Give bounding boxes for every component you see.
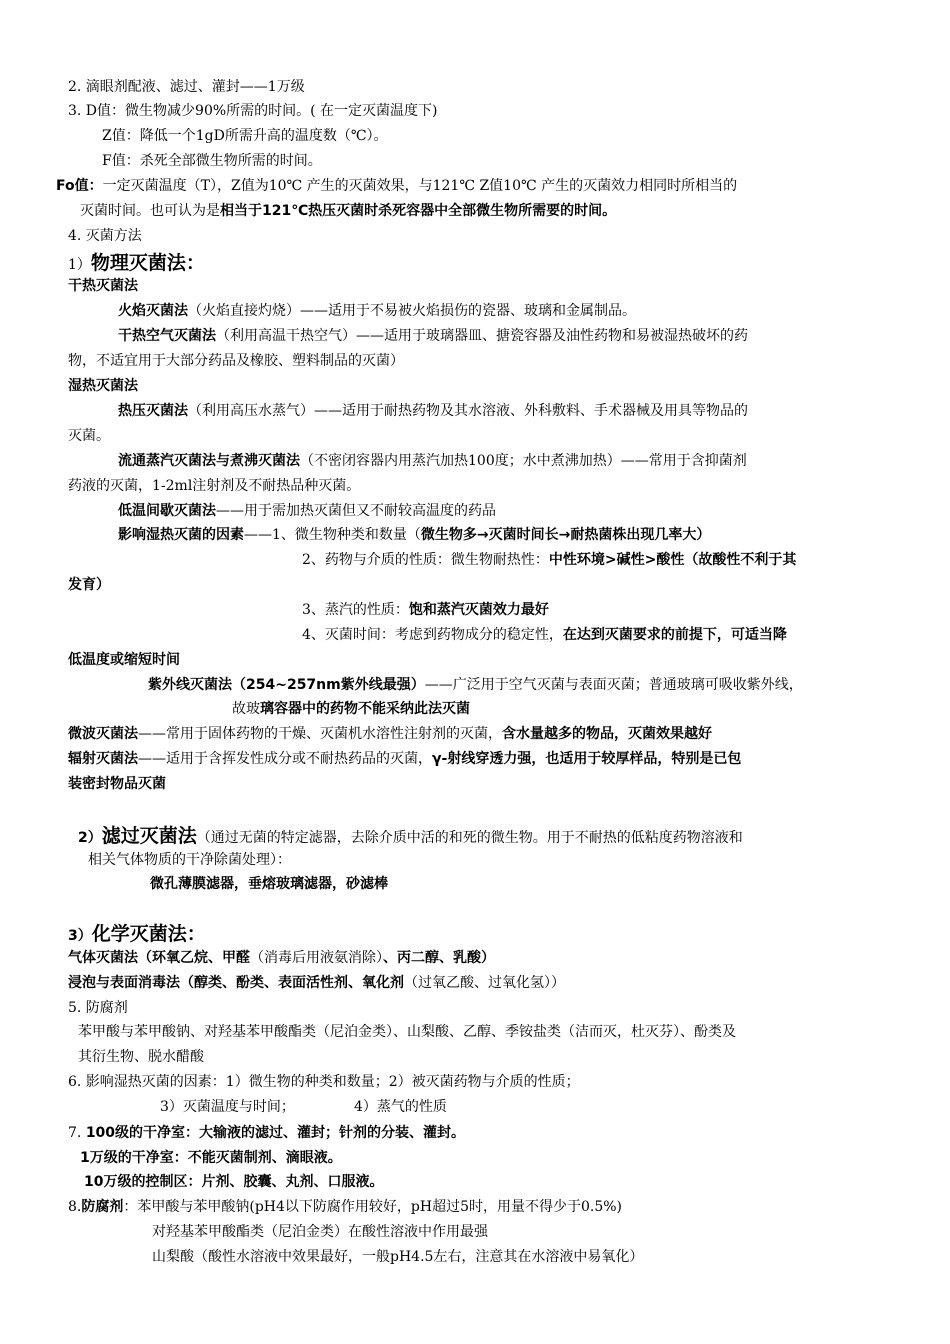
steam-sterilization-line2: 药液的灭菌，1-2ml注射剂及不耐热品种灭菌。	[68, 478, 361, 494]
item-2: 2. 滴眼剂配液、滤过、灌封——1万级	[68, 79, 305, 95]
uv-sterilization-line1: 紫外线灭菌法（254~257nm紫外线最强）——广泛用于空气灭菌与表面灭菌；普通玻璃可吸收紫外线，	[148, 677, 803, 693]
item-7-line2: 1万级的干净室：不能灭菌制剂、滴眼液。	[80, 1150, 342, 1166]
moist-heat-factor-2: 2、药物与介质的性质：微生物耐热性：中性环境>碱性>酸性（故酸性不利于其	[302, 552, 797, 568]
hot-air-sterilization-line1: 干热空气灭菌法（利用高温干热空气）——适用于玻璃器皿、搪瓷容器及油性药物和易被湿热破坏的药	[118, 328, 748, 344]
microwave-sterilization: 微波灭菌法——常用于固体药物的干燥、灭菌机水溶性注射剂的灭菌，含水量越多的物品，灭菌效果越好	[68, 726, 712, 742]
fo-value-line2: 灭菌时间。也可认为是相当于121℃热压灭菌时杀死容器中全部微生物所需要的时间。	[80, 203, 617, 219]
chemical-sterilization-heading: 3）化学灭菌法：	[68, 923, 206, 945]
item-3-z-value: Z值：降低一个1gD所需升高的温度数（℃）。	[102, 128, 388, 144]
autoclave-sterilization-line2: 灭菌。	[68, 428, 110, 444]
item-4-heading: 4. 灭菌方法	[68, 228, 142, 244]
item-6-line2b: 4）蒸气的性质	[354, 1099, 447, 1115]
item-3-d-value: 3. D值：微生物减少90%所需的时间。( 在一定灭菌温度下)	[68, 103, 438, 119]
radiation-sterilization-line1: 辐射灭菌法——适用于含挥发性成分或不耐热药品的灭菌，γ-射线穿透力强，也适用于较厚样品，特别是已包	[68, 751, 742, 767]
item-6-line2a: 3）灭菌温度与时间；	[160, 1099, 295, 1115]
item-8-line1: 8.防腐剂：苯甲酸与苯甲酸钠(pH4以下防腐作用较好，pH超过5时，用量不得少于0.5%)	[68, 1199, 623, 1215]
moist-heat-factor-4: 4、灭菌时间：考虑到药物成分的稳定性，在达到灭菌要求的前提下，可适当降	[302, 627, 787, 643]
moist-heat-factor-4-cont: 低温度或缩短时间	[68, 652, 180, 668]
item-6-line1: 6. 影响湿热灭菌的因素：1）微生物的种类和数量；2）被灭菌药物与介质的性质；	[68, 1074, 580, 1090]
moist-heat-heading: 湿热灭菌法	[68, 378, 138, 394]
physical-sterilization-heading: 1）物理灭菌法：	[68, 252, 205, 274]
item-8-line3: 山梨酸（酸性水溶液中效果最好，一般pH4.5左右，注意其在水溶液中易氧化）	[152, 1249, 644, 1265]
fo-label: Fo值：	[56, 178, 103, 194]
hot-air-sterilization-line2: 物，不适宜用于大部分药品及橡胶、塑料制品的灭菌）	[68, 353, 404, 369]
item-3-f-value: F值：杀死全部微生物所需的时间。	[102, 153, 322, 169]
gas-sterilization: 气体灭菌法（环氧乙烷、甲醛（消毒后用液氨消除）、丙二醇、乳酸）	[68, 950, 495, 966]
preservatives-line1: 苯甲酸与苯甲酸钠、对羟基苯甲酸酯类（尼泊金类）、山梨酸、乙醇、季铵盐类（洁而灭，杜灭芬）、酚类及	[78, 1024, 736, 1040]
low-temp-intermittent-sterilization: 低温间歇灭菌法——用于需加热灭菌但又不耐较高温度的药品	[118, 503, 496, 519]
moist-heat-factor-3: 3、蒸汽的性质：饱和蒸汽灭菌效力最好	[302, 602, 549, 618]
moist-heat-factor-2-cont: 发育）	[68, 577, 110, 593]
uv-sterilization-line2: 故玻璃容器中的药物不能采纳此法灭菌	[232, 701, 470, 717]
item-5-heading: 5. 防腐剂	[68, 1000, 128, 1016]
item-7-line3: 10万级的控制区：片剂、胶囊、丸剂、口服液。	[84, 1174, 384, 1190]
steam-sterilization-line1: 流通蒸汽灭菌法与煮沸灭菌法（不密闭容器内用蒸汽加热100度；水中煮沸加热）——常用于含抑菌剂	[118, 453, 747, 469]
flame-sterilization: 火焰灭菌法（火焰直接灼烧）——适用于不易被火焰损伤的瓷器、玻璃和金属制品。	[118, 303, 636, 319]
dry-heat-heading: 干热灭菌法	[68, 278, 138, 294]
preservatives-line2: 其衍生物、脱水醋酸	[78, 1049, 204, 1065]
autoclave-sterilization-line1: 热压灭菌法（利用高压水蒸气）——适用于耐热药物及其水溶液、外科敷料、手术器械及用具等物品的	[118, 403, 748, 419]
item-8-line2: 对羟基苯甲酸酯类（尼泊金类）在酸性溶液中作用最强	[152, 1224, 488, 1240]
filter-types: 微孔薄膜滤器，垂熔玻璃滤器，砂滤棒	[150, 876, 388, 892]
item-7-line1: 7. 100级的干净室：大输液的滤过、灌封；针剂的分装、灌封。	[68, 1125, 466, 1141]
filtration-sterilization-line2: 相关气体物质的干净除菌处理）：	[88, 852, 291, 868]
fo-value-line1: Fo值：一定灭菌温度（T），Z值为10℃ 产生的灭菌效果，与121℃ Z值10℃ 产生的灭菌效力相同时所相当的	[56, 178, 738, 194]
soak-surface-disinfection: 浸泡与表面消毒法（醇类、酚类、表面活性剂、氧化剂（过氧乙酸、过氧化氢））	[68, 975, 565, 991]
radiation-sterilization-line2: 装密封物品灭菌	[68, 776, 166, 792]
moist-heat-factor-1: 影响湿热灭菌的因素——1、微生物种类和数量（微生物多→灭菌时间长→耐热菌株出现几率大）	[118, 527, 711, 543]
filtration-sterilization-line1: 2）滤过灭菌法（通过无菌的特定滤器，去除介质中活的和死的微生物。用于不耐热的低粘度药物溶液和	[78, 825, 743, 847]
